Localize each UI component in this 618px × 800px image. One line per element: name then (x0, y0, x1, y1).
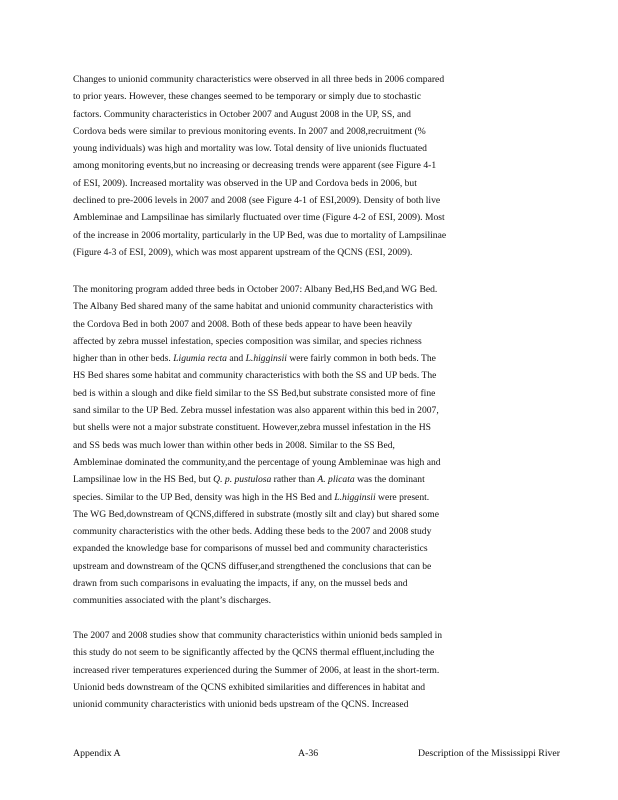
text-line: bed is within a slough and dike field similar to the SS Bed,but substrate consisted more of fine (73, 387, 436, 399)
text-line: Lampsilinae low in the HS Bed, but Q. p. pustulosa rather than A. plicata was the dominant (73, 474, 425, 486)
text-line: The monitoring program added three beds in October 2007: Albany Bed,HS Bed,and WG Bed. (73, 284, 438, 295)
text-line: The 2007 and 2008 studies show that community characteristics within unionid beds sampled in (73, 630, 443, 641)
text-line: factors. Community characteristics in October 2007 and August 2008 in the UP, SS, and (73, 108, 411, 120)
text-line: The Albany Bed shared many of the same habitat and unionid community characteristics with (73, 301, 433, 313)
paragraph-3 (73, 627, 537, 713)
text-line: and SS beds was much lower than within other beds in 2008. Similar to the SS Bed, (73, 439, 395, 451)
text-line: Unionid beds downstream of the QCNS exhibited similarities and differences in habitat and (73, 681, 426, 693)
text-line: this study do not seem to be significantly affected by the QCNS thermal effluent,including the (73, 647, 435, 659)
paragraph-2 (73, 281, 537, 610)
text-line: declined to pre-2006 levels in 2007 and 2008 (see Figure 4-1 of ESI,2009). Density of both live (73, 195, 441, 207)
text-line: expanded the knowledge base for comparisons of mussel bed and community characteristics (73, 543, 428, 555)
text-line: (Figure 4-3 of ESI, 2009), which was most apparent upstream of the QCNS (ESI, 2009). (73, 246, 413, 258)
text-line: communities associated with the plant’s discharges. (73, 595, 272, 607)
text-line: of ESI, 2009). Increased mortality was observed in the UP and Cordova beds in 2006, but (73, 177, 417, 189)
footer-section-title: Description of the Mississippi River (418, 748, 561, 759)
text-line: young individuals) was high and mortality was low. Total density of live unionids fluctuated (73, 143, 427, 155)
text-line: unionid community characteristics with unionid beds upstream of the QCNS. Increased (73, 699, 409, 711)
text-line: The WG Bed,downstream of QCNS,differed in substrate (mostly silt and clay) but shared some (73, 508, 440, 520)
text-line: Ambleminae dominated the community,and the percentage of young Ambleminae was high and (73, 456, 441, 468)
text-line: sand similar to the UP Bed. Zebra mussel infestation was also apparent within this bed in 2007, (73, 405, 439, 417)
footer-appendix-label: Appendix A (73, 748, 121, 759)
footer-page-number: A-36 (298, 748, 319, 759)
text-line: increased river temperatures experienced during the Summer of 2006, at least in the short-term. (73, 664, 440, 676)
text-line: to prior years. However, these changes seemed to be temporary or simply due to stochastic (73, 91, 422, 103)
text-line: but shells were not a major substrate constituent. However,zebra mussel infestation in the HS (73, 422, 431, 434)
text-line: of the increase in 2006 mortality, particularly in the UP Bed, was due to mortality of Lampsilinae (73, 229, 447, 241)
text-line: HS Bed shares some habitat and community characteristics with both the SS and UP beds. The (73, 370, 437, 382)
text-line: Changes to unionid community characteristics were observed in all three beds in 2006 compared (73, 74, 445, 85)
paragraph-1 (73, 71, 537, 261)
text-line: species. Similar to the UP Bed, density was high in the HS Bed and L.higginsii were present. (73, 491, 430, 503)
text-line: Ambleminae and Lampsilinae has similarly fluctuated over time (Figure 4-2 of ESI, 2009). Most (73, 212, 445, 224)
text-line: affected by zebra mussel infestation, species composition was similar, and species richness (73, 335, 422, 347)
text-line: among monitoring events,but no increasing or decreasing trends were apparent (see Figure 4-1 (73, 160, 437, 172)
text-line: higher than in other beds. Ligumia recta and L.higginsii were fairly common in both beds. The (73, 353, 436, 365)
text-line: community characteristics with the other beds. Adding these beds to the 2007 and 2008 study (73, 526, 432, 538)
text-line: drawn from such comparisons in evaluating the impacts, if any, on the mussel beds and (73, 578, 408, 590)
text-line: the Cordova Bed in both 2007 and 2008. Both of these beds appear to have been heavily (73, 318, 413, 330)
text-line: Cordova beds were similar to previous monitoring events. In 2007 and 2008,recruitment (% (73, 125, 426, 137)
text-line: upstream and downstream of the QCNS diffuser,and strengthened the conclusions that can be (73, 560, 432, 572)
